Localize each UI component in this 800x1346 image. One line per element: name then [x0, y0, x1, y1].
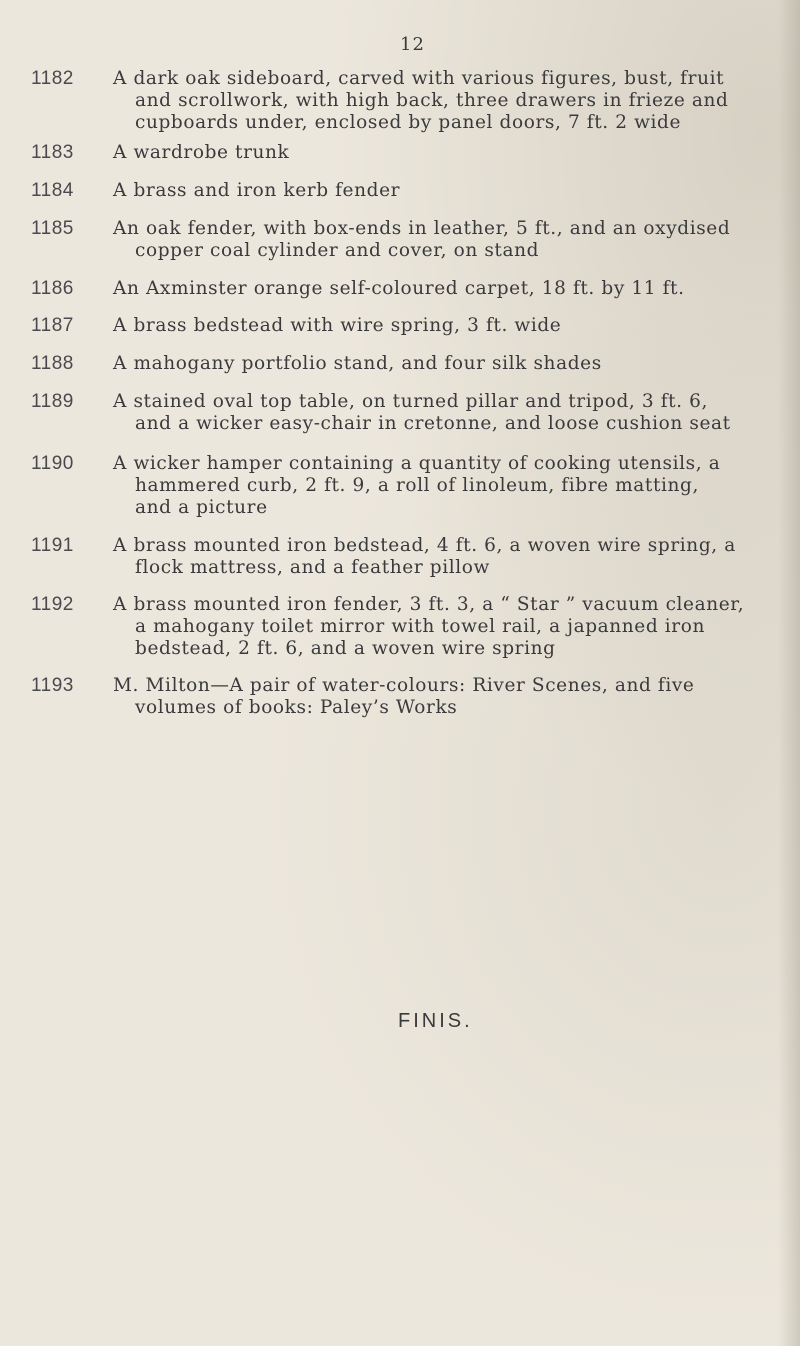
description-line: An oak fender, with box-ends in leather, 5 ft., and an oxydised — [113, 218, 731, 239]
lot-description — [113, 142, 800, 164]
lot-description — [113, 278, 800, 300]
description-line: and scrollwork, with high back, three drawers in frieze and — [135, 90, 729, 111]
description-line: A brass bedstead with wire spring, 3 ft. wide — [113, 315, 562, 336]
lot-description — [113, 391, 800, 435]
lot-description — [113, 180, 800, 202]
lot-number: 1188 — [31, 353, 74, 374]
description-line: A brass and iron kerb fender — [113, 180, 401, 201]
lot-number: 1187 — [31, 315, 74, 336]
lot-description — [113, 353, 800, 375]
lot-number: 1186 — [31, 278, 74, 299]
lot-number: 1184 — [31, 180, 74, 201]
lot-description — [113, 535, 800, 579]
lot-number: 1182 — [31, 68, 74, 89]
lot-description — [113, 68, 800, 134]
description-line: and a picture — [135, 497, 268, 518]
finis-label: FINIS. — [398, 1010, 473, 1032]
description-line: volumes of books: Paley’s Works — [135, 697, 458, 718]
description-line: A brass mounted iron bedstead, 4 ft. 6, a woven wire spring, a — [113, 535, 736, 556]
lot-description — [113, 675, 800, 719]
lot-description — [113, 315, 800, 337]
lot-number: 1185 — [31, 218, 74, 239]
lot-number: 1189 — [31, 391, 74, 412]
lot-number: 1193 — [31, 675, 74, 696]
lot-description — [113, 453, 800, 519]
lot-number: 1192 — [31, 594, 74, 615]
description-line: M. Milton—A pair of water-colours: River Scenes, and five — [113, 675, 695, 696]
description-line: A wicker hamper containing a quantity of cooking utensils, a — [113, 453, 721, 474]
lot-description — [113, 594, 800, 660]
description-line: flock mattress, and a feather pillow — [135, 557, 490, 578]
lot-number: 1190 — [31, 453, 74, 474]
lot-description — [113, 218, 800, 262]
description-line: cupboards under, enclosed by panel doors, 7 ft. 2 wide — [135, 112, 682, 133]
description-line: bedstead, 2 ft. 6, and a woven wire spring — [135, 638, 556, 659]
page-number: 12 — [400, 34, 425, 55]
description-line: hammered curb, 2 ft. 9, a roll of linoleum, fibre matting, — [135, 475, 699, 496]
description-line: and a wicker easy-chair in cretonne, and loose cushion seat — [135, 413, 731, 434]
description-line: A dark oak sideboard, carved with various figures, bust, fruit — [113, 68, 725, 89]
description-line: A stained oval top table, on turned pillar and tripod, 3 ft. 6, — [113, 391, 708, 412]
lot-number: 1183 — [31, 142, 74, 163]
description-line: a mahogany toilet mirror with towel rail, a japanned iron — [135, 616, 705, 637]
description-line: An Axminster orange self-coloured carpet, 18 ft. by 11 ft. — [113, 278, 685, 299]
description-line: A wardrobe trunk — [113, 142, 290, 163]
description-line: A brass mounted iron fender, 3 ft. 3, a “ Star ” vacuum cleaner, — [113, 594, 745, 615]
lot-number: 1191 — [31, 535, 74, 556]
description-line: A mahogany portfolio stand, and four silk shades — [113, 353, 602, 374]
description-line: copper coal cylinder and cover, on stand — [135, 240, 540, 261]
